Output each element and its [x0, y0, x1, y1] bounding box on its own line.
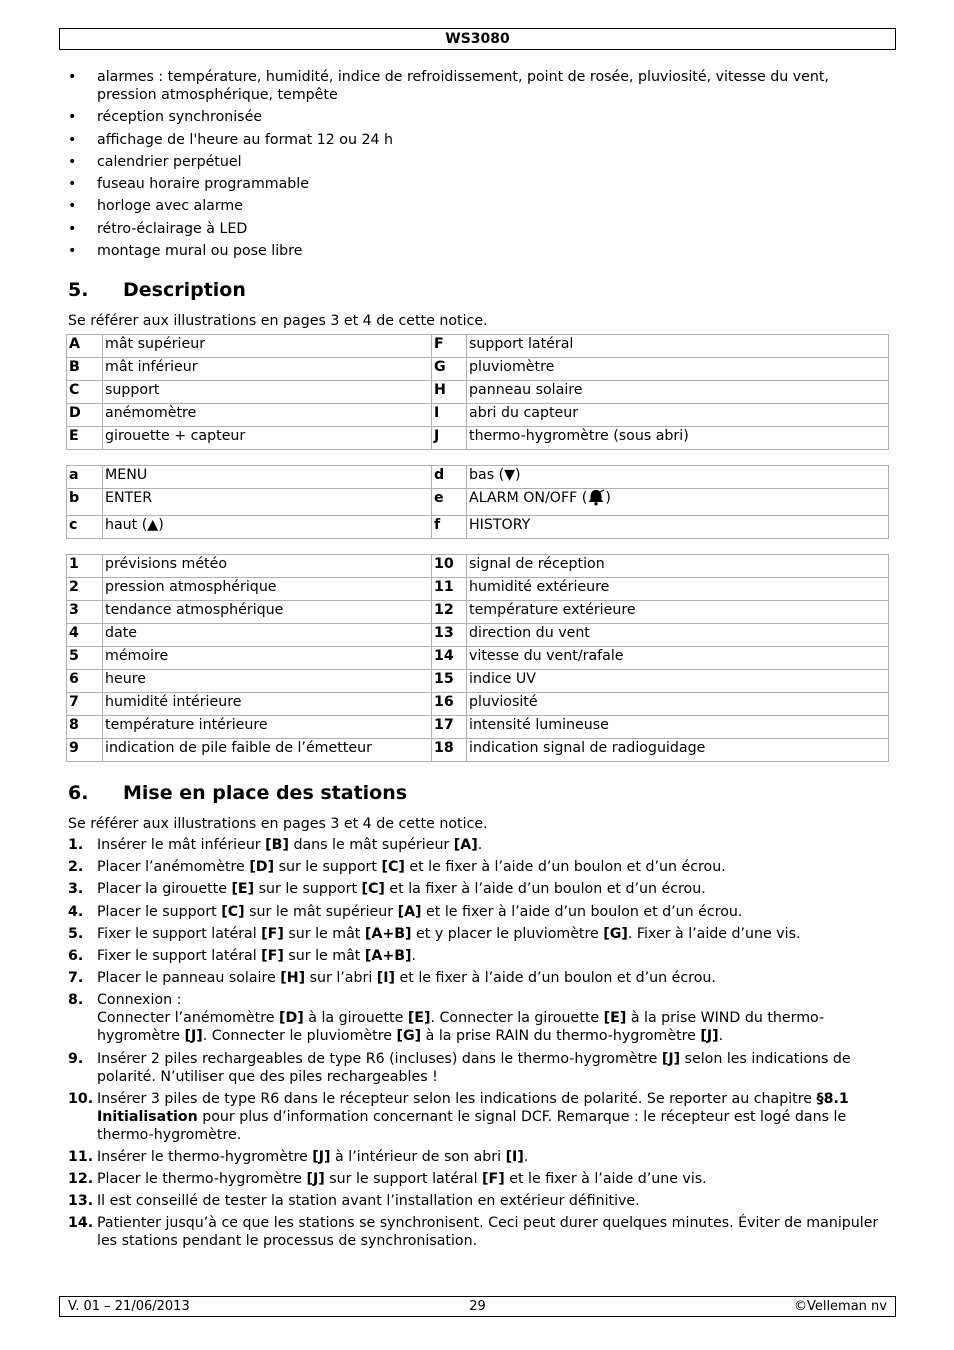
- item-label: humidité intérieure: [103, 693, 432, 716]
- item-label: pression atmosphérique: [103, 578, 432, 601]
- item-key: A: [67, 335, 103, 358]
- display-row: [67, 716, 889, 739]
- item-key: c: [67, 516, 103, 539]
- section-5-title: Description: [123, 279, 246, 301]
- step-item: [68, 836, 888, 854]
- bullet-marker: •: [68, 176, 77, 193]
- step-number: 4.: [68, 903, 84, 920]
- display-row: [67, 624, 889, 647]
- item-label: MENU: [103, 466, 432, 489]
- step-item: [68, 947, 888, 965]
- item-key: 10: [432, 555, 467, 578]
- step-number: 5.: [68, 925, 84, 942]
- item-label: haut (▲): [103, 516, 432, 539]
- footer-page-number: 29: [469, 1299, 486, 1314]
- item-key: f: [432, 516, 467, 539]
- feature-item: [68, 242, 868, 260]
- item-key: 16: [432, 693, 467, 716]
- parts-row: [67, 427, 889, 450]
- section-6-intro: Se référer aux illustrations en pages 3 et 4 de cette notice.: [68, 816, 488, 832]
- item-label: support: [103, 381, 432, 404]
- item-key: 1: [67, 555, 103, 578]
- step-text: Connexion : Connecter l’anémomètre [D] à la girouette [E]. Connecter la girouette [E] à la prise WIND du thermo-hygromètre [J]. Connecter le pluviomètre [G] à la prise RAIN du thermo-hygromètre [J].: [97, 992, 825, 1045]
- step-item: [68, 991, 888, 1045]
- step-item: [68, 1148, 888, 1166]
- feature-item: [68, 175, 868, 193]
- feature-text: montage mural ou pose libre: [97, 243, 303, 260]
- feature-item: [68, 197, 868, 215]
- installation-steps: [68, 836, 888, 1255]
- page-header: [59, 28, 896, 50]
- step-item: [68, 1090, 888, 1144]
- feature-item: [68, 153, 868, 171]
- bullet-marker: •: [68, 109, 77, 126]
- step-number: 1.: [68, 837, 84, 853]
- display-row: [67, 555, 889, 578]
- item-key: 7: [67, 693, 103, 716]
- buttons-table: [66, 465, 889, 539]
- item-label: ALARM ON/OFF ( ): [467, 489, 889, 516]
- item-key: I: [432, 404, 467, 427]
- item-label: indication signal de radioguidage: [467, 739, 889, 762]
- display-row: [67, 601, 889, 624]
- item-label: signal de réception: [467, 555, 889, 578]
- step-number: 8.: [68, 992, 84, 1009]
- step-number: 9.: [68, 1050, 84, 1067]
- item-label: prévisions météo: [103, 555, 432, 578]
- parts-row: [67, 404, 889, 427]
- step-number: 13.: [68, 1193, 94, 1210]
- display-row: [67, 739, 889, 762]
- item-label: mémoire: [103, 647, 432, 670]
- button-row: [67, 489, 889, 516]
- step-number: 11.: [68, 1148, 94, 1165]
- step-item: [68, 1192, 888, 1210]
- button-row: [67, 466, 889, 489]
- section-5-intro: Se référer aux illustrations en pages 3 et 4 de cette notice.: [68, 313, 488, 329]
- step-item: [68, 1170, 888, 1188]
- item-key: 17: [432, 716, 467, 739]
- parts-row: [67, 358, 889, 381]
- step-item: [68, 1050, 888, 1086]
- step-item: [68, 858, 888, 876]
- item-key: 15: [432, 670, 467, 693]
- item-label: date: [103, 624, 432, 647]
- bell-icon: [587, 489, 605, 506]
- item-label: anémomètre: [103, 404, 432, 427]
- item-label: thermo-hygromètre (sous abri): [467, 427, 889, 450]
- bullet-marker: •: [68, 198, 77, 215]
- step-number: 3.: [68, 881, 84, 898]
- item-key: e: [432, 489, 467, 516]
- item-label: humidité extérieure: [467, 578, 889, 601]
- item-key: F: [432, 335, 467, 358]
- section-6-heading: [68, 782, 407, 804]
- parts-table: [66, 334, 889, 450]
- item-key: C: [67, 381, 103, 404]
- step-text: Fixer le support latéral [F] sur le mât [A+B].: [97, 947, 417, 964]
- display-row: [67, 693, 889, 716]
- item-key: E: [67, 427, 103, 450]
- step-text: Insérer 3 piles de type R6 dans le récepteur selon les indications de polarité. Se reporter au chapitre §8.1 Initialisation pour plus d’information concernant le signal DCF. Remarque : le récepteur est logé dans le thermo-hygromètre.: [97, 1090, 849, 1143]
- item-key: 13: [432, 624, 467, 647]
- item-label: pluviomètre: [467, 358, 889, 381]
- bullet-marker: •: [68, 131, 77, 148]
- item-label: température extérieure: [467, 601, 889, 624]
- step-item: [68, 880, 888, 898]
- step-item: [68, 1214, 888, 1250]
- section-5-number: 5.: [68, 279, 89, 301]
- feature-list: [68, 68, 868, 264]
- step-text: Placer le support [C] sur le mât supérieur [A] et le fixer à l’aide d’un boulon et d’un écrou.: [97, 903, 743, 920]
- section-6-number: 6.: [68, 782, 89, 804]
- page-footer: [59, 1296, 896, 1317]
- step-item: [68, 925, 888, 943]
- item-key: b: [67, 489, 103, 516]
- step-text: Patienter jusqu’à ce que les stations se synchronisent. Ceci peut durer quelques minutes. Éviter de manipuler les stations pendant le processus de synchronisation.: [97, 1215, 879, 1250]
- item-label: panneau solaire: [467, 381, 889, 404]
- item-key: 5: [67, 647, 103, 670]
- item-key: 2: [67, 578, 103, 601]
- item-key: H: [432, 381, 467, 404]
- item-label: mât inférieur: [103, 358, 432, 381]
- item-key: 9: [67, 739, 103, 762]
- item-label: indice UV: [467, 670, 889, 693]
- item-label: indication de pile faible de l’émetteur: [103, 739, 432, 762]
- feature-item: [68, 108, 868, 126]
- item-label: bas (▼): [467, 466, 889, 489]
- item-label: température intérieure: [103, 716, 432, 739]
- feature-text: fuseau horaire programmable: [97, 176, 309, 193]
- display-row: [67, 578, 889, 601]
- item-label: mât supérieur: [103, 335, 432, 358]
- item-label: tendance atmosphérique: [103, 601, 432, 624]
- item-key: 12: [432, 601, 467, 624]
- step-item: [68, 969, 888, 987]
- item-key: a: [67, 466, 103, 489]
- step-text: Fixer le support latéral [F] sur le mât [A+B] et y placer le pluviomètre [G]. Fixer à l’aide d’une vis.: [97, 925, 801, 942]
- item-key: 18: [432, 739, 467, 762]
- bullet-marker: •: [68, 220, 77, 237]
- step-text: Insérer le mât inférieur [B] dans le mât supérieur [A].: [97, 837, 483, 853]
- step-number: 6.: [68, 947, 84, 964]
- section-6-title: Mise en place des stations: [123, 782, 408, 804]
- step-number: 14.: [68, 1215, 94, 1232]
- display-row: [67, 670, 889, 693]
- bullet-marker: •: [68, 243, 77, 260]
- item-key: 3: [67, 601, 103, 624]
- step-text: Placer la girouette [E] sur le support [C] et la fixer à l’aide d’un boulon et d’un écrou.: [97, 881, 706, 898]
- footer-version: V. 01 – 21/06/2013: [68, 1299, 190, 1314]
- item-key: 4: [67, 624, 103, 647]
- item-key: d: [432, 466, 467, 489]
- item-key: 11: [432, 578, 467, 601]
- header-title: WS3080: [445, 31, 510, 47]
- feature-text: horloge avec alarme: [97, 198, 243, 215]
- step-text: Placer le panneau solaire [H] sur l’abri [I] et le fixer à l’aide d’un boulon et d’un écrou.: [97, 970, 716, 987]
- feature-text: calendrier perpétuel: [97, 153, 242, 170]
- item-label: vitesse du vent/rafale: [467, 647, 889, 670]
- button-row: [67, 516, 889, 539]
- step-text: Insérer le thermo-hygromètre [J] à l’intérieur de son abri [I].: [97, 1148, 529, 1165]
- footer-copyright: ©Velleman nv: [793, 1299, 887, 1314]
- parts-row: [67, 335, 889, 358]
- item-label: support latéral: [467, 335, 889, 358]
- step-number: 12.: [68, 1171, 94, 1188]
- section-5-heading: [68, 279, 246, 301]
- item-key: J: [432, 427, 467, 450]
- step-text: Il est conseillé de tester la station avant l’installation en extérieur définitive.: [97, 1193, 640, 1210]
- step-item: [68, 903, 888, 921]
- feature-text: rétro-éclairage à LED: [97, 220, 248, 237]
- item-key: 14: [432, 647, 467, 670]
- item-key: D: [67, 404, 103, 427]
- item-label: HISTORY: [467, 516, 889, 539]
- feature-text: alarmes : température, humidité, indice de refroidissement, point de rosée, pluviosité, vitesse du vent, pression atmosphérique, tempête: [97, 69, 829, 103]
- step-text: Placer le thermo-hygromètre [J] sur le support latéral [F] et le fixer à l’aide d’une vis.: [97, 1171, 707, 1188]
- step-text: Placer l’anémomètre [D] sur le support [C] et le fixer à l’aide d’un boulon et d’un écrou.: [97, 859, 726, 876]
- item-label: pluviosité: [467, 693, 889, 716]
- feature-item: [68, 220, 868, 238]
- item-label: intensité lumineuse: [467, 716, 889, 739]
- feature-item: [68, 68, 868, 104]
- item-key: 6: [67, 670, 103, 693]
- bullet-marker: •: [68, 153, 77, 170]
- step-number: 7.: [68, 970, 84, 987]
- item-label: girouette + capteur: [103, 427, 432, 450]
- item-key: G: [432, 358, 467, 381]
- step-number: 2.: [68, 859, 84, 876]
- feature-item: [68, 131, 868, 149]
- step-number: 10.: [68, 1090, 94, 1107]
- display-table: [66, 554, 889, 762]
- bullet-marker: •: [68, 69, 77, 85]
- item-label: direction du vent: [467, 624, 889, 647]
- item-label: ENTER: [103, 489, 432, 516]
- step-text: Insérer 2 piles rechargeables de type R6 (incluses) dans le thermo-hygromètre [J] selon les indications de polarité. N’utiliser que des piles rechargeables !: [97, 1050, 851, 1085]
- item-key: B: [67, 358, 103, 381]
- feature-text: affichage de l'heure au format 12 ou 24 h: [97, 131, 394, 148]
- item-label: heure: [103, 670, 432, 693]
- item-key: 8: [67, 716, 103, 739]
- display-row: [67, 647, 889, 670]
- feature-text: réception synchronisée: [97, 109, 263, 126]
- parts-row: [67, 381, 889, 404]
- item-label: abri du capteur: [467, 404, 889, 427]
